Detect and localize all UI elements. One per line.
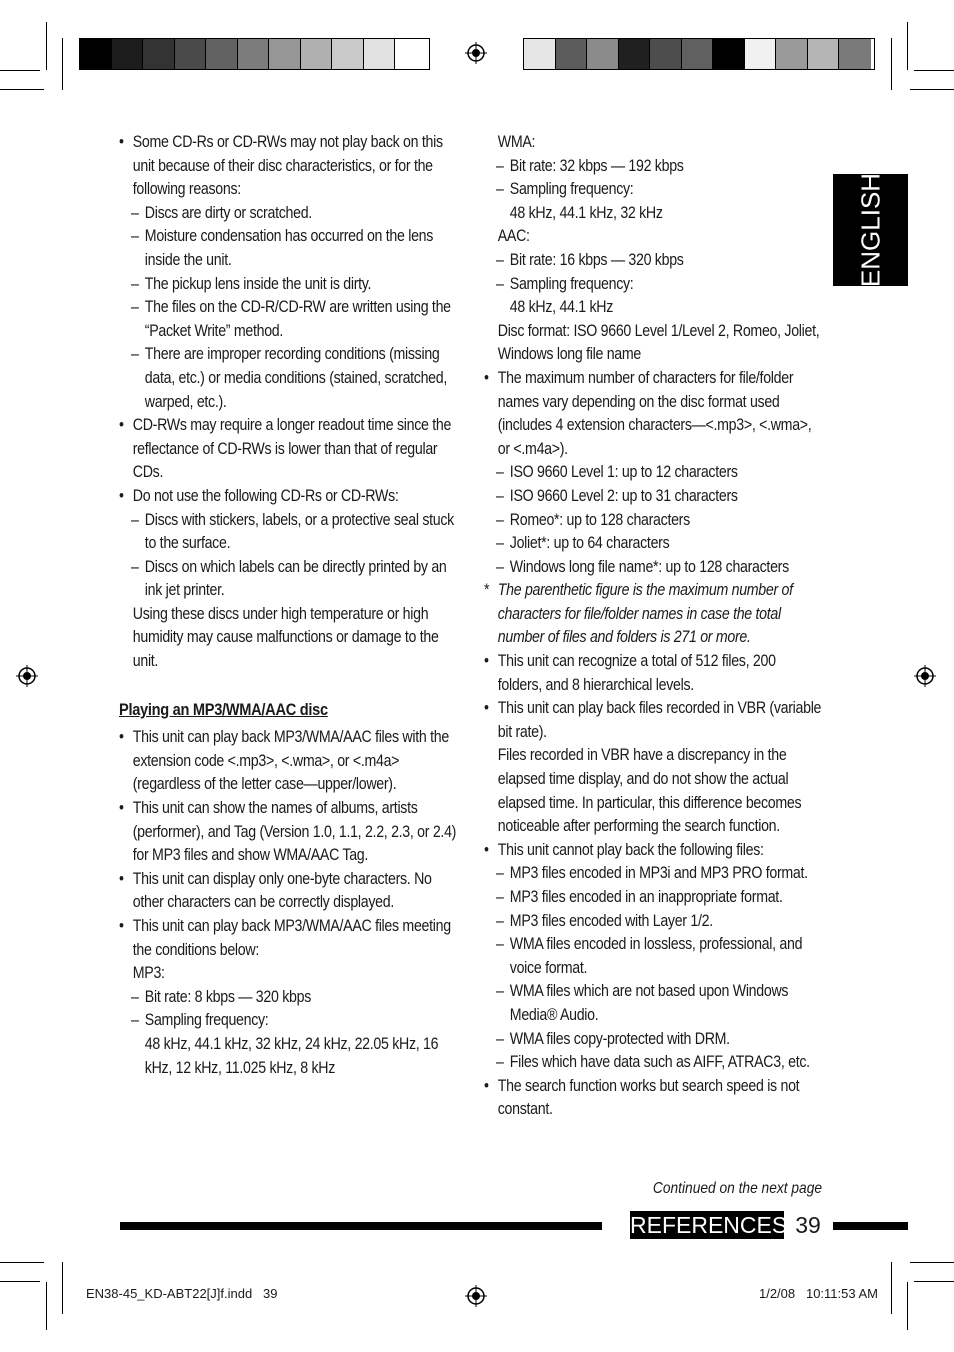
- dash-item: – Bit rate: 32 kbps — 192 kbps: [484, 155, 822, 179]
- crop-mark: [910, 89, 954, 90]
- registration-mark-icon: [465, 1285, 487, 1307]
- dash-item: – Sampling frequency:: [484, 178, 822, 202]
- color-swatch: [364, 39, 396, 69]
- dash-item: – WMA files which are not based upon Windows Media® Audio.: [484, 980, 822, 1027]
- section-heading: Playing an MP3/WMA/AAC disc: [119, 699, 328, 719]
- color-swatch: [80, 39, 112, 69]
- sampling-values: 48 kHz, 44.1 kHz, 32 kHz: [509, 203, 663, 222]
- bullet-item: • This unit can play back MP3/WMA/AAC files meeting the conditions below:: [119, 915, 459, 962]
- color-swatch: [301, 39, 333, 69]
- registration-mark-icon: [465, 42, 487, 64]
- footer-rule-right: [833, 1222, 908, 1230]
- color-swatch: [524, 39, 556, 69]
- page-number: 39: [795, 1212, 821, 1238]
- file-info: EN38-45_KD-ABT22[J]f.indd 39: [86, 1286, 278, 1301]
- crop-mark: [0, 1262, 44, 1263]
- dash-item: – WMA files copy-protected with DRM.: [484, 1028, 822, 1052]
- crop-mark: [907, 1282, 908, 1330]
- note-paragraph: Files recorded in VBR have a discrepancy in the elapsed time display, and do not show the actual elapsed time. In particular, this difference becomes noticeable after performing the search function.: [497, 746, 802, 836]
- registration-mark-icon: [16, 665, 38, 687]
- dash-item: – There are improper recording conditions (missing data, etc.) or media conditions (stained, scratched, warped, etc.).: [119, 343, 459, 414]
- bullet-item: • CD-RWs may require a longer readout time since the reflectance of CD-RWs is lower than that of regular CDs.: [119, 414, 459, 485]
- crop-mark: [907, 22, 908, 70]
- format-label: MP3:: [132, 964, 165, 983]
- disc-format: Disc format: ISO 9660 Level 1/Level 2, Romeo, Joliet, Windows long file name: [497, 321, 820, 364]
- color-bar-left: [79, 38, 430, 70]
- bullet-item: • This unit cannot play back the following files:: [484, 839, 822, 863]
- dash-item: – MP3 files encoded with Layer 1/2.: [484, 910, 822, 934]
- color-swatch: [808, 39, 840, 69]
- color-swatch: [587, 39, 619, 69]
- dash-item: – Discs on which labels can be directly printed by an ink jet printer.: [119, 556, 459, 603]
- section-label: REFERENCES: [630, 1212, 788, 1238]
- sampling-values: 48 kHz, 44.1 kHz: [509, 298, 614, 317]
- crop-mark: [0, 70, 40, 71]
- format-label: AAC:: [497, 227, 530, 246]
- dash-item: – Discs are dirty or scratched.: [119, 202, 459, 226]
- dash-item: – Romeo*: up to 128 characters: [484, 509, 822, 533]
- dash-item: – Joliet*: up to 64 characters: [484, 532, 822, 556]
- crop-mark: [910, 1262, 954, 1263]
- dash-item: – Windows long file name*: up to 128 characters: [484, 556, 822, 580]
- footer-rule-left: [120, 1222, 602, 1230]
- format-label: WMA:: [497, 133, 536, 151]
- crop-mark: [46, 1282, 47, 1330]
- bullet-item: • This unit can play back MP3/WMA/AAC files with the extension code <.mp3>, <.wma>, or <.m4a> (regardless of the letter case—upper/lower).: [119, 726, 459, 797]
- color-swatch: [619, 39, 651, 69]
- crop-mark: [0, 1281, 40, 1282]
- dash-item: – The pickup lens inside the unit is dirty.: [119, 273, 459, 297]
- crop-mark: [0, 89, 44, 90]
- print-timestamp: 1/2/08 10:11:53 AM: [758, 1286, 878, 1301]
- color-swatch: [332, 39, 364, 69]
- color-swatch: [206, 39, 238, 69]
- color-swatch: [269, 39, 301, 69]
- bullet-item: • This unit can play back files recorded in VBR (variable bit rate).: [484, 697, 822, 744]
- color-swatch: [776, 39, 808, 69]
- dash-item: – Sampling frequency:: [119, 1009, 459, 1033]
- dash-item: – Bit rate: 8 kbps — 320 kbps: [119, 986, 459, 1010]
- color-swatch: [112, 39, 144, 69]
- sampling-values: 48 kHz, 44.1 kHz, 32 kHz, 24 kHz, 22.05 kHz, 16 kHz, 12 kHz, 11.025 kHz, 8 kHz: [144, 1034, 439, 1077]
- color-swatch: [745, 39, 777, 69]
- color-bar-right: [523, 38, 875, 70]
- bullet-item: • This unit can display only one-byte characters. No other characters can be correctly displayed.: [119, 868, 459, 915]
- crop-mark: [62, 1262, 63, 1314]
- crop-mark: [914, 1281, 954, 1282]
- color-swatch: [682, 39, 714, 69]
- footnote: * The parenthetic figure is the maximum number of characters for file/folder names in case the total number of files and folders is 271 or more.: [484, 579, 822, 650]
- color-swatch: [650, 39, 682, 69]
- dash-item: – The files on the CD-R/CD-RW are written using the “Packet Write” method.: [119, 296, 459, 343]
- bullet-item: • Some CD-Rs or CD-RWs may not play back on this unit because of their disc characteristics, or for the following reasons:: [119, 131, 459, 202]
- dash-item: – WMA files encoded in lossless, professional, and voice format.: [484, 933, 822, 980]
- color-swatch: [175, 39, 207, 69]
- language-tab: [833, 174, 908, 286]
- dash-item: – ISO 9660 Level 1: up to 12 characters: [484, 461, 822, 485]
- note-paragraph: Using these discs under high temperature or high humidity may cause malfunctions or damage to the unit.: [132, 604, 439, 671]
- bullet-item: • The maximum number of characters for file/folder names vary depending on the disc format used (includes 4 extension characters—<.mp3>, <.wma>, or <.m4a>).: [484, 367, 822, 461]
- crop-mark: [891, 1262, 892, 1314]
- bullet-item: • This unit can recognize a total of 512 files, 200 folders, and 8 hierarchical levels.: [484, 650, 822, 697]
- dash-item: – ISO 9660 Level 2: up to 31 characters: [484, 485, 822, 509]
- color-swatch: [839, 39, 871, 69]
- right-column: [484, 131, 822, 1122]
- dash-item: – Bit rate: 16 kbps — 320 kbps: [484, 249, 822, 273]
- continued-note: Continued on the next page: [652, 1180, 822, 1197]
- bullet-item: • This unit can show the names of albums, artists (performer), and Tag (Version 1.0, 1.1, 2.2, 2.3, or 2.4) for MP3 files and show WMA/AAC Tag.: [119, 797, 459, 868]
- crop-mark: [891, 38, 892, 90]
- bullet-item: • The search function works but search speed is not constant.: [484, 1075, 822, 1122]
- dash-item: – Files which have data such as AIFF, ATRAC3, etc.: [484, 1051, 822, 1075]
- color-swatch: [238, 39, 270, 69]
- color-swatch: [556, 39, 588, 69]
- language-tab-label: ENGLISH: [855, 172, 885, 288]
- dash-item: – MP3 files encoded in an inappropriate format.: [484, 886, 822, 910]
- crop-mark: [62, 38, 63, 90]
- left-column: [119, 131, 459, 1080]
- crop-mark: [46, 22, 47, 70]
- bullet-item: • Do not use the following CD-Rs or CD-RWs:: [119, 485, 459, 509]
- registration-mark-icon: [914, 665, 936, 687]
- dash-item: – Sampling frequency:: [484, 273, 822, 297]
- color-swatch: [395, 39, 427, 69]
- dash-item: – Moisture condensation has occurred on the lens inside the unit.: [119, 225, 459, 272]
- crop-mark: [914, 70, 954, 71]
- color-swatch: [143, 39, 175, 69]
- dash-item: – Discs with stickers, labels, or a protective seal stuck to the surface.: [119, 509, 459, 556]
- dash-item: – MP3 files encoded in MP3i and MP3 PRO format.: [484, 862, 822, 886]
- color-swatch: [713, 39, 745, 69]
